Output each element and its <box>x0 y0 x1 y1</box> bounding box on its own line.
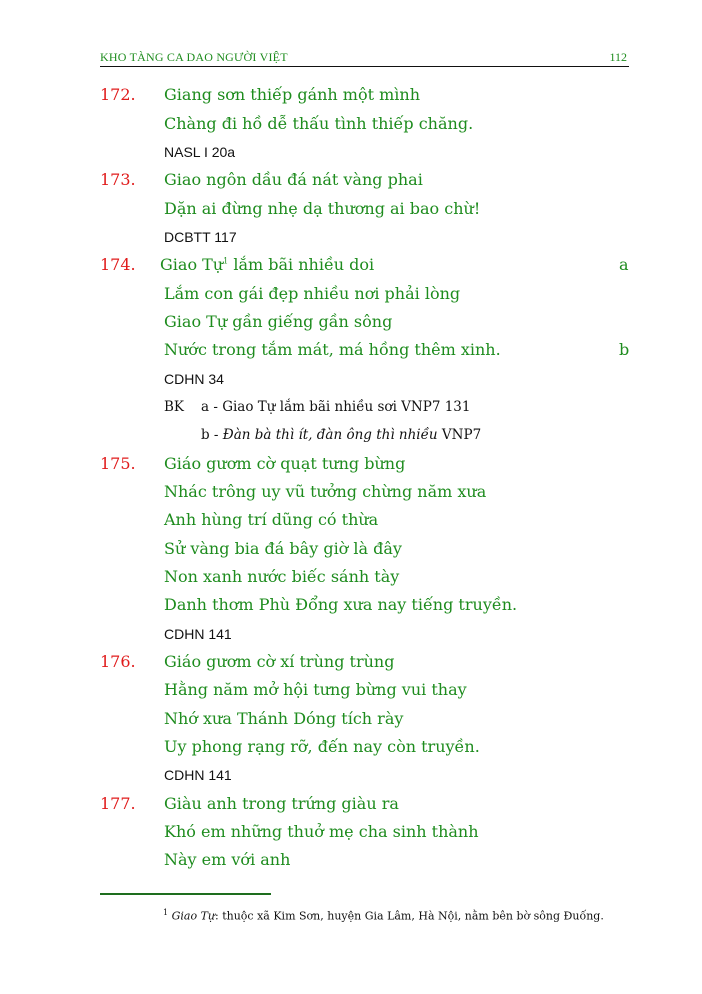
variant-note-b <box>201 427 481 443</box>
footnote-number: 1 <box>163 908 169 917</box>
entry-number: 173. <box>100 170 136 189</box>
footnote-divider <box>100 893 271 895</box>
source-ref: CDHN 141 <box>164 626 232 642</box>
verse-line: Nhớ xưa Thánh Dóng tích rày <box>164 709 404 728</box>
source-ref: NASL I 20a <box>164 144 236 160</box>
verse-text: lắm bãi nhiều doi <box>228 255 375 274</box>
entry-number: 172. <box>100 85 136 104</box>
verse-line: Lắm con gái đẹp nhiều nơi phải lòng <box>164 284 461 303</box>
source-ref: CDHN 34 <box>164 371 224 387</box>
variant-note-a: a - Giao Tự lắm bãi nhiều sơi VNP7 131 <box>201 399 471 415</box>
page-number: 112 <box>609 50 627 64</box>
verse-line: Non xanh nước biếc sánh tày <box>164 567 400 586</box>
book-title: KHO TÀNG CA DAO NGƯỜI VIỆT <box>100 50 288 64</box>
verse-text: Giao Tự <box>160 255 224 274</box>
verse-line: Nước trong tắm mát, má hồng thêm xinh. <box>164 340 501 359</box>
verse-line: Giáo gươm cờ xí trùng trùng <box>164 652 395 671</box>
verse-line: Giao Tự gần giếng gần sông <box>164 312 393 331</box>
verse-line: Dặn ai đừng nhẹ dạ thương ai bao chừ! <box>164 199 481 218</box>
variant-label: BK <box>164 399 185 415</box>
entry-number: 176. <box>100 652 136 671</box>
footnote-text: : thuộc xã Kim Sơn, huyện Gia Lâm, Hà Nội, nằm bên bờ sông Đuống. <box>215 909 604 923</box>
entry-number: 177. <box>100 794 136 813</box>
verse-line: Khó em những thuở mẹ cha sinh thành <box>164 822 479 841</box>
running-header <box>100 48 629 67</box>
verse-line: Chàng đi hồ dễ thấu tình thiếp chăng. <box>164 114 474 133</box>
entry-number: 175. <box>100 454 136 473</box>
verse-line: Nhác trông uy vũ tưởng chừng năm xưa <box>164 482 487 501</box>
footnote-term: Giao Tự <box>171 909 215 923</box>
variant-suffix: VNP7 <box>437 427 482 443</box>
verse-line: Này em với anh <box>164 850 291 869</box>
entry-number: 174. <box>100 255 136 274</box>
footnote <box>163 908 604 923</box>
source-ref: DCBTT 117 <box>164 229 237 245</box>
source-ref: CDHN 141 <box>164 767 232 783</box>
variant-italic: Đàn bà thì ít, đàn ông thì nhiều <box>222 427 438 443</box>
verse-line: Danh thơm Phù Đổng xưa nay tiếng truyền. <box>164 595 518 614</box>
variant-mark-a: a <box>619 255 629 274</box>
verse-line: Anh hùng trí dũng có thừa <box>164 510 379 529</box>
verse-line: Giang sơn thiếp gánh một mình <box>164 85 421 104</box>
verse-line: Hằng năm mở hội tưng bừng vui thay <box>164 680 467 699</box>
footnote-marker: 1 <box>223 256 229 266</box>
variant-mark-b: b <box>619 340 630 359</box>
verse-line: Giàu anh trong trứng giàu ra <box>164 794 399 813</box>
verse-line: Sử vàng bia đá bây giờ là đây <box>164 539 402 558</box>
verse-line: Giao ngôn dầu đá nát vàng phai <box>164 170 423 189</box>
verse-line <box>160 255 374 274</box>
variant-prefix: b - <box>201 427 223 443</box>
verse-line: Giáo gươm cờ quạt tưng bừng <box>164 454 406 473</box>
verse-line: Uy phong rạng rỡ, đến nay còn truyền. <box>164 737 480 756</box>
